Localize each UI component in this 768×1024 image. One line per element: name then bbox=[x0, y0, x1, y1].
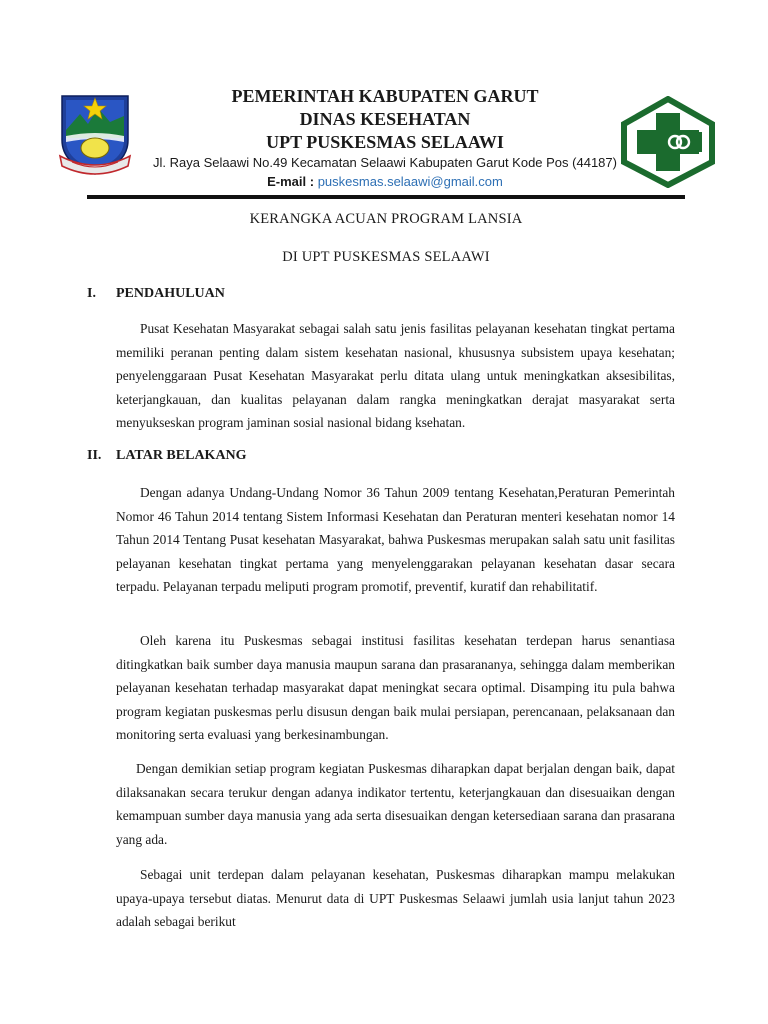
paragraph: Sebagai unit terdepan dalam pelayanan kesehatan, Puskesmas diharapkan mampu melakukan upaya-upaya tersebut diatas. Menurut data di UPT Puskesmas Selaawi jumlah usia lanjut tahun 2023 adalah sebagai berikut bbox=[116, 867, 675, 930]
letterhead-unit-name: UPT PUSKESMAS SELAAWI bbox=[266, 132, 504, 152]
letterhead-department-name: DINAS KESEHATAN bbox=[299, 109, 471, 129]
letterhead-divider bbox=[87, 195, 685, 199]
email-label: E-mail : bbox=[267, 174, 318, 189]
letterhead-address: Jl. Raya Selaawi No.49 Kecamatan Selaawi Kabupaten Garut Kode Pos (44187) bbox=[153, 155, 617, 170]
document-title: KERANGKA ACUAN PROGRAM LANSIA bbox=[249, 211, 523, 227]
section-heading: PENDAHULUAN bbox=[116, 286, 225, 301]
letterhead-email-row bbox=[120, 174, 650, 189]
letterhead-government-name: PEMERINTAH KABUPATEN GARUT bbox=[231, 86, 539, 106]
email-link[interactable]: puskesmas.selaawi@gmail.com bbox=[317, 174, 503, 189]
section-number: II. bbox=[87, 448, 102, 463]
paragraph: Pusat Kesehatan Masyarakat sebagai salah satu jenis fasilitas pelayanan kesehatan tingkat pertama memiliki peranan penting dalam sistem kesehatan nasional, khususnya subsistem upaya kesehatan; penyelenggaraan Pusat Kesehatan Masyarakat perlu ditata ulang untuk meningkatkan aksesibilitas, keterjangkauan, dan kualitas pelayanan dalam rangka meningkatkan derajat masyarakat serta menyukseskan program jaminan sosial nasional bidang ksehatan. bbox=[116, 321, 675, 431]
puskesmas-logo-icon bbox=[620, 96, 716, 188]
paragraph: Dengan adanya Undang-Undang Nomor 36 Tahun 2009 tentang Kesehatan,Peraturan Pemerintah Nomor 46 Tahun 2014 tentang Sistem Informasi Kesehatan dan Peraturan menteri kesehatan nomor 14 Tahun 2014 Tentang Pusat kesehatan Masyarakat, bahwa Puskesmas merupakan salah satu unit fasilitas pelayanan kesehatan tingkat pertama yang menyelenggarakan pelayanan kesehatan dasar secara terpadu. Pelayanan terpadu meliputi program promotif, preventif, kuratif dan rehabilitatif. bbox=[116, 485, 675, 595]
paragraph: Dengan demikian setiap program kegiatan Puskesmas diharapkan dapat berjalan dengan baik, dapat dilaksanakan secara terukur dengan adanya indikator tertentu, keterjangkauan dan disesuaikan dengan kemampuan sumber daya manusia yang ada serta disesuaikan dengan ketersediaan sarana dan prasarana yang ada. bbox=[116, 761, 675, 847]
section-heading: LATAR BELAKANG bbox=[116, 448, 247, 463]
paragraph: Oleh karena itu Puskesmas sebagai institusi fasilitas kesehatan terdepan harus senantiasa ditingkatkan baik sumber daya manusia maupun sarana dan prasarananya, sehingga dalam memberikan pelayanan kesehatan terhadap masyarakat dapat meningkat secara optimal. Disamping itu pula bahwa program kegiatan puskesmas perlu disusun dengan baik mulai persiapan, perencanaan, pelaksanaan dan monitoring serta evaluasi yang berkesinambungan. bbox=[116, 633, 675, 743]
document-subtitle: DI UPT PUSKESMAS SELAAWI bbox=[282, 249, 490, 265]
section-number: I. bbox=[87, 286, 96, 301]
